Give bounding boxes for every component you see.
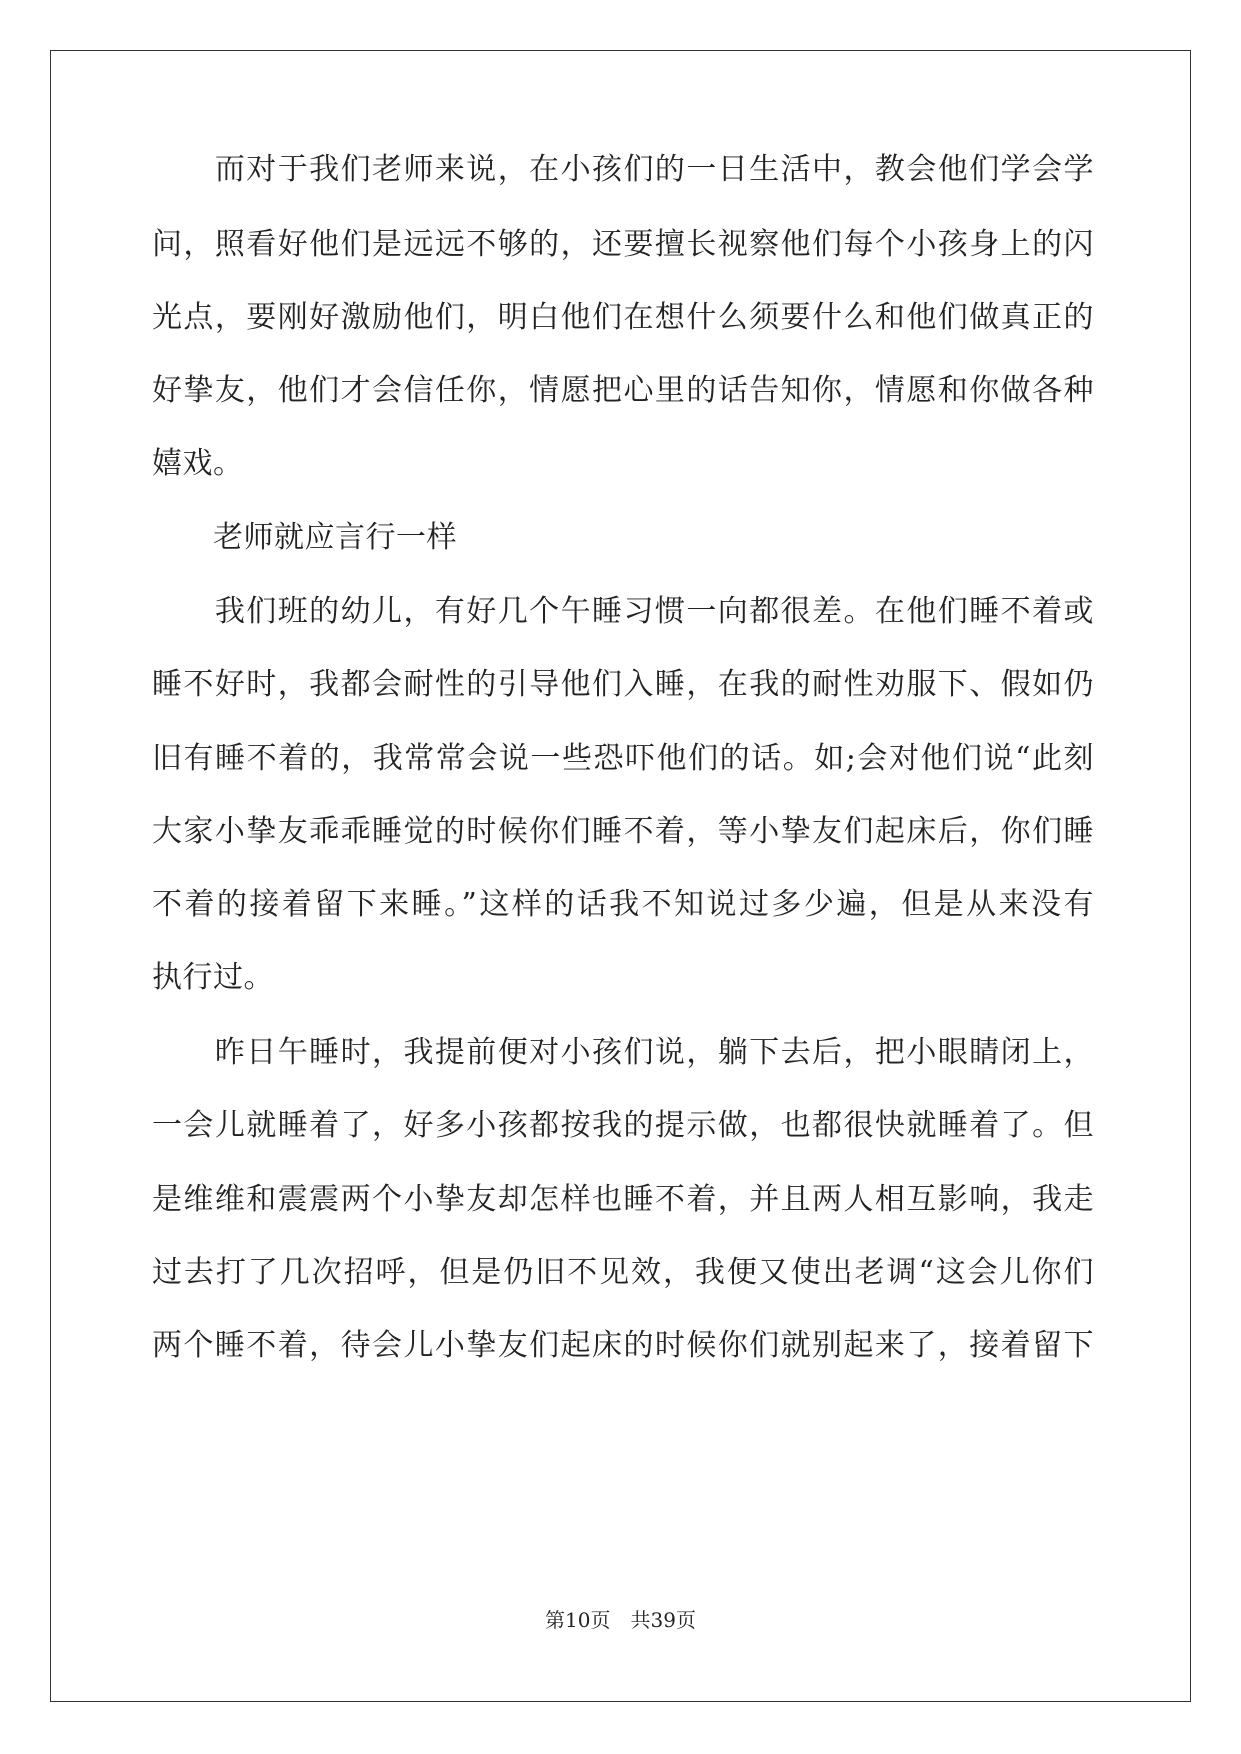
body-text-line: 一会儿就睡着了，好多小孩都按我的提示做，也都很快就睡着了。但 bbox=[152, 1108, 1094, 1143]
page-number-footer: 第10页 共39页 bbox=[545, 1608, 696, 1632]
body-text-line: 而对于我们老师来说，在小孩们的一日生活中，教会他们学会学 bbox=[152, 152, 1094, 187]
body-text-line: 嬉戏。 bbox=[152, 446, 244, 481]
section-heading: 老师就应言行一样 bbox=[152, 520, 457, 555]
body-text-line: 好挚友，他们才会信任你，情愿把心里的话告知你，情愿和你做各种 bbox=[152, 373, 1094, 408]
body-text-line: 大家小挚友乖乖睡觉的时候你们睡不着，等小挚友们起床后，你们睡 bbox=[152, 814, 1094, 849]
body-text-line: 问，照看好他们是远远不够的，还要擅长视察他们每个小孩身上的闪 bbox=[152, 227, 1094, 262]
body-text-line: 不着的接着留下来睡。”这样的话我不知说过多少遍，但是从来没有 bbox=[152, 887, 1094, 922]
body-text-line: 是维维和震震两个小挚友却怎样也睡不着，并且两人相互影响，我走 bbox=[152, 1182, 1094, 1217]
body-text-line: 旧有睡不着的，我常常会说一些恐吓他们的话。如;会对他们说“此刻 bbox=[152, 741, 1094, 776]
body-text-line: 过去打了几次招呼，但是仍旧不见效，我便又使出老调“这会儿你们 bbox=[152, 1255, 1094, 1290]
body-text-line: 睡不好时，我都会耐性的引导他们入睡，在我的耐性劝服下、假如仍 bbox=[152, 667, 1094, 702]
body-text-line: 光点，要刚好激励他们，明白他们在想什么须要什么和他们做真正的 bbox=[152, 300, 1094, 335]
body-text-line: 我们班的幼儿，有好几个午睡习惯一向都很差。在他们睡不着或 bbox=[152, 594, 1094, 629]
body-text-line: 昨日午睡时，我提前便对小孩们说，躺下去后，把小眼睛闭上， bbox=[152, 1035, 1094, 1070]
body-text-line: 执行过。 bbox=[152, 960, 274, 995]
body-text-line: 两个睡不着，待会儿小挚友们起床的时候你们就别起来了，接着留下 bbox=[152, 1328, 1094, 1363]
